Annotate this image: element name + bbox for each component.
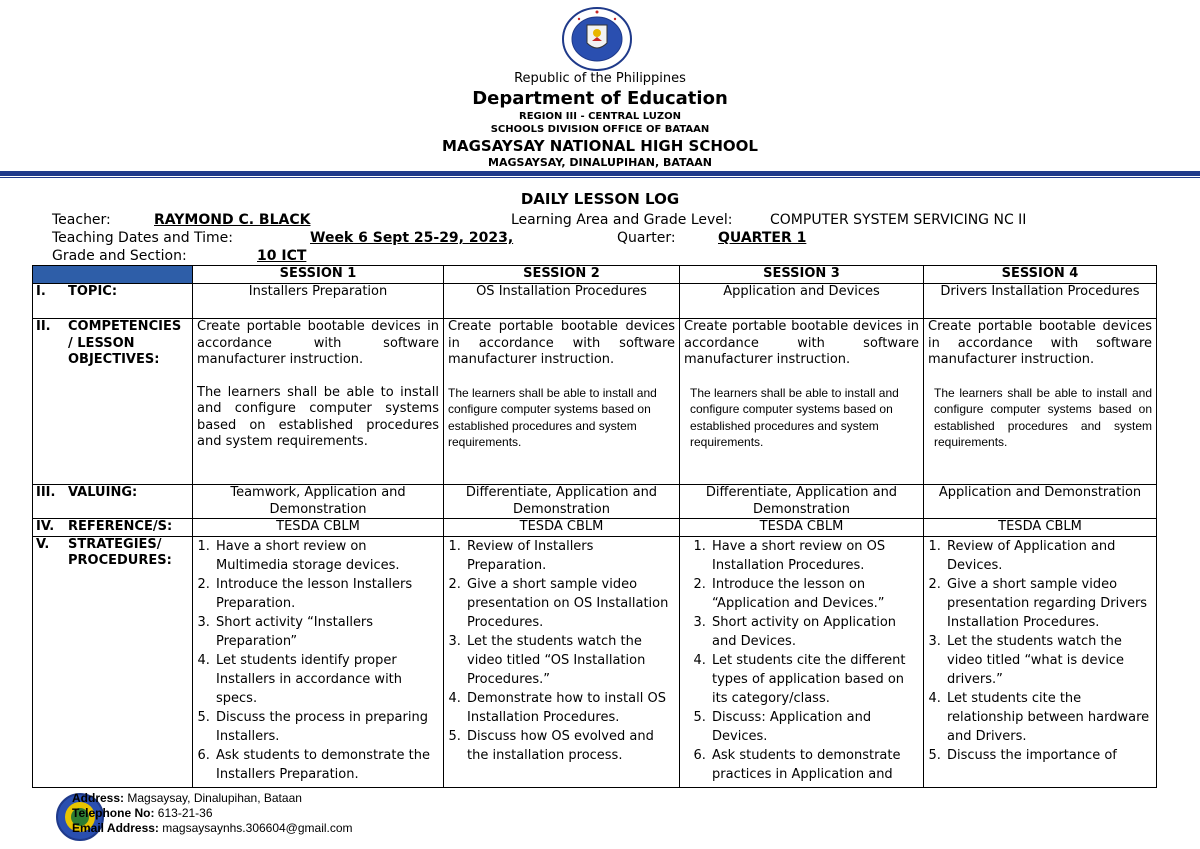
row-number: II. <box>36 319 51 334</box>
footer-address-value: Magsaysay, Dinalupihan, Bataan <box>127 791 302 805</box>
session-header-row <box>33 266 1157 284</box>
footer-email-value: magsaysaynhs.306604@gmail.com <box>162 821 353 835</box>
step-item: 5. Discuss the importance of <box>945 746 1152 765</box>
step-item: 1. Have a short review on OS Installation Procedures. <box>710 537 919 575</box>
session-3-header: SESSION 3 <box>680 266 924 284</box>
step-item: 2. Give a short sample video presentation on OS Installation Procedures. <box>465 575 675 632</box>
reference-label-cell <box>33 519 193 537</box>
competencies-label-cell <box>33 319 193 485</box>
teacher-label: Teacher: <box>52 212 111 228</box>
row-label: REFERENCE/S: <box>68 519 173 534</box>
strategies-row <box>33 536 1157 787</box>
teacher-value: RAYMOND C. BLACK <box>154 212 311 228</box>
strategies-s2 <box>444 536 680 787</box>
topic-label-cell <box>33 284 193 319</box>
footer-email-label: Email Address: <box>72 821 159 835</box>
strategies-label-cell <box>33 536 193 787</box>
row-label: STRATEGIES/ PROCEDURES: <box>68 536 172 568</box>
steps-list <box>684 537 919 784</box>
footer-address <box>72 792 302 804</box>
objective-text: The learners shall be able to install and configure computer systems based on established procedures and system requirements. <box>197 384 439 449</box>
dates-value: Week 6 Sept 25-29, 2023, <box>310 230 514 246</box>
header-corner <box>33 266 193 284</box>
steps-list <box>928 537 1152 765</box>
step-item: 6. Ask students to demonstrate the Installers Preparation. <box>214 746 439 784</box>
strategies-s3 <box>680 536 924 787</box>
objective-text: The learners shall be able to install and configure computer systems based on established procedures and system requirements. <box>448 385 657 449</box>
topic-s2: OS Installation Procedures <box>444 284 680 319</box>
step-item: 6. Ask students to demonstrate practices in Application and <box>710 746 919 784</box>
lesson-log-table <box>32 265 1157 788</box>
competencies-s1 <box>193 319 444 485</box>
valuing-label-cell <box>33 485 193 519</box>
competencies-s4 <box>924 319 1157 485</box>
session-2-header: SESSION 2 <box>444 266 680 284</box>
reference-row <box>33 519 1157 537</box>
dates-label: Teaching Dates and Time: <box>52 230 234 246</box>
competency-text: Create portable bootable devices in accordance with software manufacturer instruction. <box>197 319 439 367</box>
topic-s1: Installers Preparation <box>193 284 444 319</box>
quarter-value: QUARTER 1 <box>718 230 807 246</box>
step-item: 5. Discuss how OS evolved and the installation process. <box>465 727 675 765</box>
step-item: 1. Review of Application and Devices. <box>945 537 1152 575</box>
competency-text: Create portable bootable devices in accordance with software manufacturer instruction. <box>684 319 919 367</box>
row-label: COMPETENCIES / LESSON OBJECTIVES: <box>68 319 182 367</box>
topic-s4: Drivers Installation Procedures <box>924 284 1157 319</box>
valuing-row <box>33 485 1157 519</box>
topic-s3: Application and Devices <box>680 284 924 319</box>
session-1-header: SESSION 1 <box>193 266 444 284</box>
header-rule-thin <box>0 177 1200 178</box>
reference-s2: TESDA CBLM <box>444 519 680 537</box>
objective-text: The learners shall be able to install and configure computer systems based on established procedures and system requirements. <box>934 385 1152 449</box>
valuing-s3: Differentiate, Application and Demonstration <box>680 485 924 519</box>
row-number: V. <box>36 536 50 552</box>
footer-email <box>72 822 353 834</box>
republic-line: Republic of the Philippines <box>514 71 686 86</box>
area-value: COMPUTER SYSTEM SERVICING NC II <box>770 212 1027 228</box>
row-number: III. <box>36 485 56 500</box>
footer-phone-label: Telephone No: <box>72 806 155 820</box>
grade-label: Grade and Section: <box>52 248 187 264</box>
step-item: 5. Discuss the process in preparing Installers. <box>214 708 439 746</box>
valuing-s1: Teamwork, Application and Demonstration <box>193 485 444 519</box>
competencies-s2 <box>444 319 680 485</box>
step-item: 4. Let students identify proper Installers in accordance with specs. <box>214 651 439 708</box>
school-name: MAGSAYSAY NATIONAL HIGH SCHOOL <box>442 137 758 155</box>
school-address: MAGSAYSAY, DINALUPIHAN, BATAAN <box>488 156 712 169</box>
document-title: DAILY LESSON LOG <box>520 190 680 208</box>
row-label: TOPIC: <box>68 284 118 299</box>
step-item: 1. Review of Installers Preparation. <box>465 537 675 575</box>
strategies-s4 <box>924 536 1157 787</box>
topic-row <box>33 284 1157 319</box>
department-name: Department of Education <box>472 88 728 109</box>
valuing-s4: Application and Demonstration <box>924 485 1157 519</box>
step-item: 4. Demonstrate how to install OS Installation Procedures. <box>465 689 675 727</box>
deped-seal <box>561 7 633 71</box>
quarter-label: Quarter: <box>617 230 676 246</box>
header-rule <box>0 171 1200 176</box>
step-item: 3. Let the students watch the video titled “what is device drivers.” <box>945 632 1152 689</box>
step-item: 2. Introduce the lesson Installers Preparation. <box>214 575 439 613</box>
step-item: 3. Short activity “Installers Preparation” <box>214 613 439 651</box>
footer-phone <box>72 807 213 819</box>
division-line: SCHOOLS DIVISION OFFICE OF BATAAN <box>490 124 710 135</box>
steps-list <box>197 537 439 784</box>
row-number: IV. <box>36 519 55 534</box>
session-4-header: SESSION 4 <box>924 266 1157 284</box>
step-item: 5. Discuss: Application and Devices. <box>710 708 919 746</box>
step-item: 2. Introduce the lesson on “Application and Devices.” <box>710 575 919 613</box>
region-line: REGION III - CENTRAL LUZON <box>519 111 681 122</box>
area-label: Learning Area and Grade Level: <box>511 212 733 228</box>
reference-s1: TESDA CBLM <box>193 519 444 537</box>
row-number: I. <box>36 284 46 299</box>
strategies-s1 <box>193 536 444 787</box>
valuing-s2: Differentiate, Application and Demonstration <box>444 485 680 519</box>
reference-s4: TESDA CBLM <box>924 519 1157 537</box>
step-item: 4. Let students cite the different types of application based on its category/class. <box>710 651 919 708</box>
footer-address-label: Address: <box>72 791 125 805</box>
step-item: 3. Let the students watch the video titled “OS Installation Procedures.” <box>465 632 675 689</box>
footer-phone-value: 613-21-36 <box>157 806 213 820</box>
step-item: 2. Give a short sample video presentation regarding Drivers Installation Procedures. <box>945 575 1152 632</box>
step-item: 4. Let students cite the relationship between hardware and Drivers. <box>945 689 1152 746</box>
reference-s3: TESDA CBLM <box>680 519 924 537</box>
steps-list <box>448 537 675 765</box>
objective-text: The learners shall be able to install and configure computer systems based on established procedures and system requirements. <box>690 385 899 449</box>
competency-text: Create portable bootable devices in accordance with software manufacturer instruction. <box>928 319 1152 367</box>
competency-text: Create portable bootable devices in accordance with software manufacturer instruction. <box>448 319 675 367</box>
competencies-s3 <box>680 319 924 485</box>
competencies-row <box>33 319 1157 485</box>
grade-value: 10 ICT <box>257 248 307 264</box>
step-item: 3. Short activity on Application and Devices. <box>710 613 919 651</box>
row-label: VALUING: <box>68 485 138 500</box>
step-item: 1. Have a short review on Multimedia storage devices. <box>214 537 439 575</box>
